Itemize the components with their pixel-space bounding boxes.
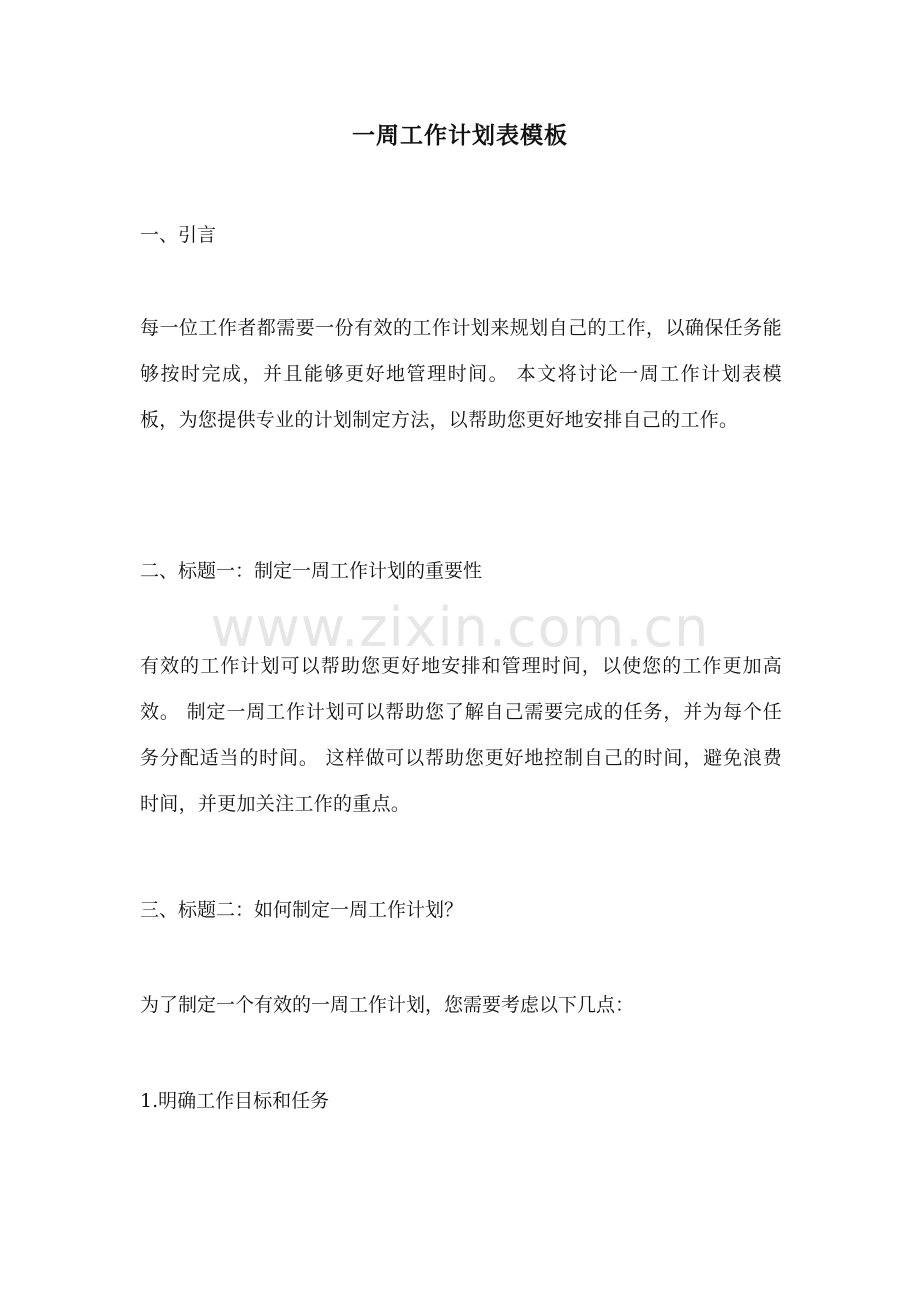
- intro-paragraph: 每一位工作者都需要一份有效的工作计划来规划自己的工作，以确保任务能够按时完成，并且能够更好地管理时间。 本文将讨论一周工作计划表模板，为您提供专业的计划制定方法，以帮助您更好地安排自己的工作。: [140, 317, 782, 431]
- section-heading-how-to: 三、标题二：如何制定一周工作计划？: [140, 899, 464, 921]
- watermark-text: www.zixin.com.cn: [210, 596, 710, 659]
- list-item-1: 1.明确工作目标和任务: [140, 1090, 330, 1112]
- importance-paragraph: 有效的工作计划可以帮助您更好地安排和管理时间，以使您的工作更加高效。 制定一周工作计划可以帮助您了解自己需要完成的任务，并为每个任务分配适当的时间。 这样做可以帮助您更好地控制自己的时间，避免浪费时间，并更加关注工作的重点。: [140, 655, 782, 815]
- section-heading-intro: 一、引言: [140, 224, 217, 246]
- document-title: 一周工作计划表模板: [352, 122, 568, 149]
- section-heading-importance: 二、标题一：制定一周工作计划的重要性: [140, 560, 483, 582]
- how-to-intro-text: 为了制定一个有效的一周工作计划，您需要考虑以下几点：: [140, 994, 635, 1016]
